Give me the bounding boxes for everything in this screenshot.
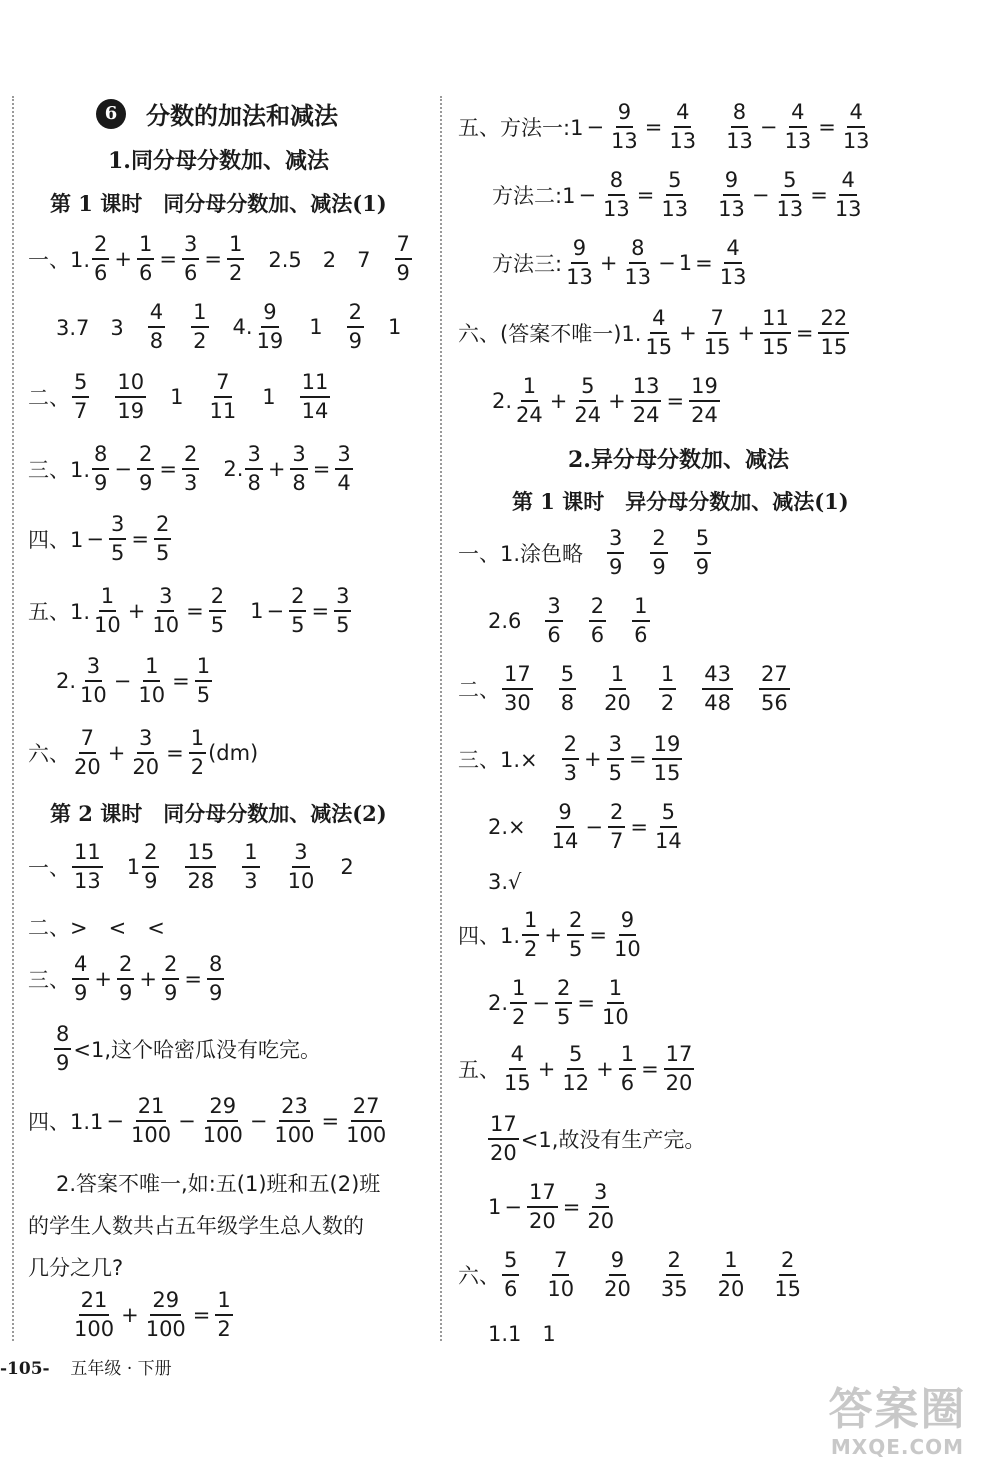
section-title: 1.同分母分数加、减法 (108, 148, 329, 174)
fraction: $\frac{29}{100}$ (202, 1094, 243, 1147)
fraction: $\frac{1}{6}$ (620, 1042, 635, 1095)
fraction: $\frac{4}{13}$ (834, 168, 862, 221)
fraction: $\frac{4}{15}$ (504, 1042, 531, 1095)
fraction: $\frac{17}{20}$ (528, 1180, 556, 1233)
answer-line: 一、1. $\frac{2}{6}$ + $\frac{1}{6}$ = $\frac{3}{6}$ = $\frac{1}{2}$ 2.5 2 7 $\frac{7}{9}$ (28, 232, 410, 285)
fraction: $\frac{43}{48}$ (704, 662, 731, 715)
answer-text: 几分之几? (28, 1256, 124, 1280)
fraction: $\frac{3}{5}$ (336, 584, 350, 637)
answer-line: 三、1.× $\frac{2}{3}$ + $\frac{3}{5}$ = $\frac{19}{15}$ (458, 732, 681, 785)
answer-line: 方法三: $\frac{9}{13}$ + $\frac{8}{13}$ − 1 = $\frac{4}{13}$ (492, 236, 747, 289)
fraction: $\frac{5}{12}$ (562, 1042, 590, 1095)
fraction: $\frac{4}{13}$ (842, 100, 870, 153)
fraction: $\frac{9}{10}$ (614, 908, 641, 961)
book-label: 五年级 · 下册 (70, 1359, 172, 1379)
answer-text: 2.答案不唯一,如:五(1)班和五(2)班 (56, 1172, 381, 1196)
answer-line: 2. $\frac{3}{10}$ − $\frac{1}{10}$ = $\frac{1}{5}$ (56, 654, 211, 707)
fraction: $\frac{5}{24}$ (574, 374, 602, 427)
answer-line: 2. $\frac{1}{2}$ − $\frac{2}{5}$ = $\frac{1}{10}$ (488, 976, 629, 1029)
fraction: $\frac{3}{20}$ (132, 726, 160, 779)
fraction: $\frac{1}{5}$ (196, 654, 211, 707)
fraction: $\frac{5}{8}$ (560, 662, 575, 715)
fraction: $\frac{2}{9}$ (118, 952, 133, 1005)
fraction: $\frac{4}{13}$ (669, 100, 697, 153)
fraction: $\frac{8}{13}$ (603, 168, 630, 221)
fraction: $\frac{3}{10}$ (80, 654, 107, 707)
fraction: $\frac{17}{20}$ (665, 1042, 693, 1095)
fraction: $\frac{9}{13}$ (566, 236, 593, 289)
chapter-title (96, 96, 338, 131)
fraction: $\frac{2}{9}$ (652, 526, 666, 579)
page-footer (0, 1354, 172, 1379)
fraction: $\frac{11}{13}$ (74, 840, 101, 893)
fraction: $\frac{2}{3}$ (184, 442, 198, 495)
fraction: $\frac{27}{56}$ (760, 662, 788, 715)
answer-line: 六、 $\frac{7}{20}$ + $\frac{3}{20}$ = $\frac{1}{2}$ (dm) (28, 726, 259, 779)
fraction: $\frac{1}{20}$ (717, 1248, 745, 1301)
fraction: $\frac{4}{15}$ (645, 306, 673, 359)
lesson-title: 第 1 课时 同分母分数加、减法(1) (50, 191, 387, 216)
fraction: $\frac{1}{20}$ (604, 662, 631, 715)
fraction: $\frac{1}{2}$ (217, 1288, 231, 1341)
fraction: $\frac{2}{15}$ (774, 1248, 802, 1301)
fraction: $\frac{29}{100}$ (145, 1288, 186, 1341)
fraction: $\frac{1}{2}$ (190, 726, 205, 779)
fraction: $\frac{5}{14}$ (654, 800, 682, 853)
fraction: $\frac{3}{10}$ (287, 840, 315, 893)
fraction: $\frac{1}{6}$ (634, 594, 648, 647)
fraction: $\frac{2}{6}$ (94, 232, 108, 285)
answer-line: 方法二:1 − $\frac{8}{13}$ = $\frac{5}{13}$ $\frac{9}{13}$ − $\frac{5}{13}$ = $\frac{4}{13}$ (492, 168, 862, 221)
fraction: $\frac{2}{5}$ (557, 976, 571, 1029)
answer-line: 3.7 3 $\frac{4}{8}$ $\frac{1}{2}$ 4. $\frac{9}{19}$ 1 $\frac{2}{9}$ 1 (56, 300, 402, 353)
fraction: $\frac{8}{9}$ (56, 1022, 70, 1075)
fraction: $\frac{15}{28}$ (187, 840, 215, 893)
fraction: $\frac{9}{13}$ (611, 100, 638, 153)
fraction: $\frac{2}{5}$ (210, 584, 225, 637)
fraction: $\frac{3}{5}$ (110, 512, 125, 565)
lesson-title: 第 2 课时 同分母分数加、减法(2) (50, 801, 387, 826)
fraction: $\frac{8}{13}$ (726, 100, 753, 153)
fraction: $\frac{2}{5}$ (291, 584, 305, 637)
fraction: $\frac{3}{10}$ (152, 584, 180, 637)
fraction: $\frac{1}{10}$ (602, 976, 629, 1029)
fraction: $\frac{4}{8}$ (149, 300, 164, 353)
fraction: $\frac{2}{6}$ (590, 594, 605, 647)
fraction: $\frac{19}{24}$ (691, 374, 718, 427)
fraction: $\frac{3}{9}$ (609, 526, 623, 579)
answer-text: 的学生人数共占五年级学生总人数的 (28, 1214, 364, 1238)
fraction: $\frac{8}{9}$ (94, 442, 108, 495)
fraction: $\frac{9}{19}$ (256, 300, 284, 353)
answer-line: 五、 $\frac{4}{15}$ + $\frac{5}{12}$ + $\frac{1}{6}$ = $\frac{17}{20}$ (458, 1042, 693, 1095)
fraction: $\frac{3}{8}$ (292, 442, 306, 495)
fraction: $\frac{2}{5}$ (155, 512, 170, 565)
chapter-number: 6 (96, 99, 126, 129)
fraction: $\frac{10}{19}$ (117, 370, 145, 423)
left-column (0, 0, 440, 1350)
fraction: $\frac{27}{100}$ (346, 1094, 387, 1147)
answer-line: 五、方法一:1 − $\frac{9}{13}$ = $\frac{4}{13}$ $\frac{8}{13}$ − $\frac{4}{13}$ = $\frac{4}{13}$ (458, 100, 870, 153)
fraction: $\frac{1}{2}$ (524, 908, 538, 961)
fraction: $\frac{5}{6}$ (504, 1248, 518, 1301)
fraction: $\frac{9}{20}$ (604, 1248, 631, 1301)
fraction: $\frac{21}{100}$ (74, 1288, 115, 1341)
fraction: $\frac{9}{14}$ (551, 800, 579, 853)
answer-line: 1 − $\frac{17}{20}$ = $\frac{3}{20}$ (488, 1180, 615, 1233)
fraction: $\frac{23}{100}$ (274, 1094, 315, 1147)
fraction: $\frac{1}{3}$ (244, 840, 258, 893)
fraction: $\frac{1}{10}$ (138, 654, 166, 707)
fraction: $\frac{7}{9}$ (396, 232, 410, 285)
fraction: $\frac{2}{3}$ (563, 732, 578, 785)
answer-line: 六、(答案不唯一)1. $\frac{4}{15}$ + $\frac{7}{15}$ + $\frac{11}{15}$ = $\frac{22}{15}$ (458, 306, 848, 359)
fraction: $\frac{3}{6}$ (547, 594, 561, 647)
answer-line: 2.× $\frac{9}{14}$ − $\frac{2}{7}$ = $\frac{5}{14}$ (488, 800, 682, 853)
fraction: $\frac{1}{6}$ (139, 232, 153, 285)
answer-line: $\frac{8}{9}$ <1,这个哈密瓜没有吃完。 (56, 1022, 322, 1075)
fraction: $\frac{11}{15}$ (762, 306, 789, 359)
fraction: $\frac{7}{10}$ (547, 1248, 575, 1301)
fraction: $\frac{2}{9}$ (144, 840, 158, 893)
answer-line: 四、1. $\frac{1}{2}$ + $\frac{2}{5}$ = $\frac{9}{10}$ (458, 908, 641, 961)
fraction: $\frac{1}{2}$ (229, 232, 243, 285)
fraction: $\frac{2}{9}$ (348, 300, 363, 353)
fraction: $\frac{5}{13}$ (776, 168, 804, 221)
right-column (442, 0, 1000, 1350)
fraction: $\frac{2}{35}$ (660, 1248, 688, 1301)
fraction: $\frac{11}{14}$ (301, 370, 329, 423)
fraction: $\frac{7}{11}$ (209, 370, 237, 423)
fraction: $\frac{3}{6}$ (184, 232, 198, 285)
fraction: $\frac{2}{9}$ (139, 442, 153, 495)
fraction: $\frac{1}{2}$ (193, 300, 207, 353)
answer-line: 三、1. $\frac{8}{9}$ − $\frac{2}{9}$ = $\frac{2}{3}$ 2. $\frac{3}{8}$ + $\frac{3}{8}$ = $\frac{3}{4}$ (28, 442, 351, 495)
fraction: $\frac{5}{13}$ (661, 168, 689, 221)
fraction: $\frac{2}{9}$ (163, 952, 178, 1005)
answer-line: 一、1.涂色略 $\frac{3}{9}$ $\frac{2}{9}$ $\frac{5}{9}$ (458, 526, 710, 579)
fraction: $\frac{3}{5}$ (608, 732, 622, 785)
answer-line: 二、 $\frac{5}{7}$ $\frac{10}{19}$ 1 $\frac{7}{11}$ 1 $\frac{11}{14}$ (28, 370, 329, 423)
page-number: -105- (0, 1359, 50, 1379)
fraction: $\frac{4}{13}$ (719, 236, 747, 289)
fraction: $\frac{8}{9}$ (208, 952, 223, 1005)
fraction: $\frac{19}{15}$ (653, 732, 681, 785)
answer-line: 六、 $\frac{5}{6}$ $\frac{7}{10}$ $\frac{9}{20}$ $\frac{2}{35}$ $\frac{1}{20}$ $\frac{2}{15}$ (458, 1248, 802, 1301)
fraction: $\frac{17}{20}$ (490, 1112, 517, 1165)
answer-line: 二、> < < (28, 916, 165, 940)
fraction: $\frac{1}{2}$ (512, 976, 526, 1029)
section-title: 2.异分母分数加、减法 (568, 447, 789, 473)
fraction: $\frac{1}{24}$ (516, 374, 543, 427)
answer-line: 1.1 1 (488, 1322, 556, 1346)
fraction: $\frac{2}{5}$ (569, 908, 583, 961)
answer-line: 二、 $\frac{17}{30}$ $\frac{5}{8}$ $\frac{1}{20}$ $\frac{1}{2}$ $\frac{43}{48}$ $\frac{27}{56}$ (458, 662, 788, 715)
answer-line: 四、1.1 − $\frac{21}{100}$ − $\frac{29}{100}$ − $\frac{23}{100}$ = $\frac{27}{100}$ (28, 1094, 387, 1147)
answer-line: 一、 $\frac{11}{13}$ 1 $\frac{2}{9}$ $\frac{15}{28}$ $\frac{1}{3}$ $\frac{3}{10}$ 2 (28, 840, 354, 893)
fraction: $\frac{3}{20}$ (587, 1180, 615, 1233)
fraction: $\frac{13}{24}$ (632, 374, 660, 427)
answer-line: 2. $\frac{1}{24}$ + $\frac{5}{24}$ + $\frac{13}{24}$ = $\frac{19}{24}$ (492, 374, 718, 427)
fraction: $\frac{9}{13}$ (718, 168, 745, 221)
answer-line: $\frac{21}{100}$ + $\frac{29}{100}$ = $\frac{1}{2}$ (74, 1288, 231, 1341)
fraction: $\frac{7}{15}$ (703, 306, 731, 359)
lesson-title: 第 1 课时 异分母分数加、减法(1) (512, 489, 849, 514)
fraction: $\frac{8}{13}$ (624, 236, 652, 289)
fraction: $\frac{1}{2}$ (660, 662, 675, 715)
fraction: $\frac{5}{9}$ (695, 526, 710, 579)
fraction: $\frac{4}{13}$ (784, 100, 812, 153)
answer-line: 3.√ (488, 870, 522, 894)
fraction: $\frac{4}{9}$ (74, 952, 88, 1005)
answer-line: $\frac{17}{20}$ <1,故没有生产完。 (490, 1112, 706, 1165)
fraction: $\frac{5}{7}$ (74, 370, 88, 423)
fraction: $\frac{1}{10}$ (94, 584, 121, 637)
answer-line: 四、1 − $\frac{3}{5}$ = $\frac{2}{5}$ (28, 512, 170, 565)
watermark-logo: 答案圈 MXQE.COM (828, 1384, 967, 1459)
fraction: $\frac{3}{8}$ (247, 442, 261, 495)
chapter-title-text: 分数的加法和减法 (146, 101, 338, 130)
fraction: $\frac{2}{7}$ (609, 800, 624, 853)
fraction: $\frac{21}{100}$ (131, 1094, 172, 1147)
fraction: $\frac{3}{4}$ (337, 442, 351, 495)
fraction: $\frac{22}{15}$ (820, 306, 848, 359)
fraction: $\frac{7}{20}$ (74, 726, 101, 779)
fraction: $\frac{17}{30}$ (504, 662, 531, 715)
answer-line: 五、1. $\frac{1}{10}$ + $\frac{3}{10}$ = $\frac{2}{5}$ 1 − $\frac{2}{5}$ = $\frac{3}{5}$ (28, 584, 350, 637)
answer-line: 三、 $\frac{4}{9}$ + $\frac{2}{9}$ + $\frac{2}{9}$ = $\frac{8}{9}$ (28, 952, 223, 1005)
answer-line: 2.6 $\frac{3}{6}$ $\frac{2}{6}$ $\frac{1}{6}$ (488, 594, 648, 647)
